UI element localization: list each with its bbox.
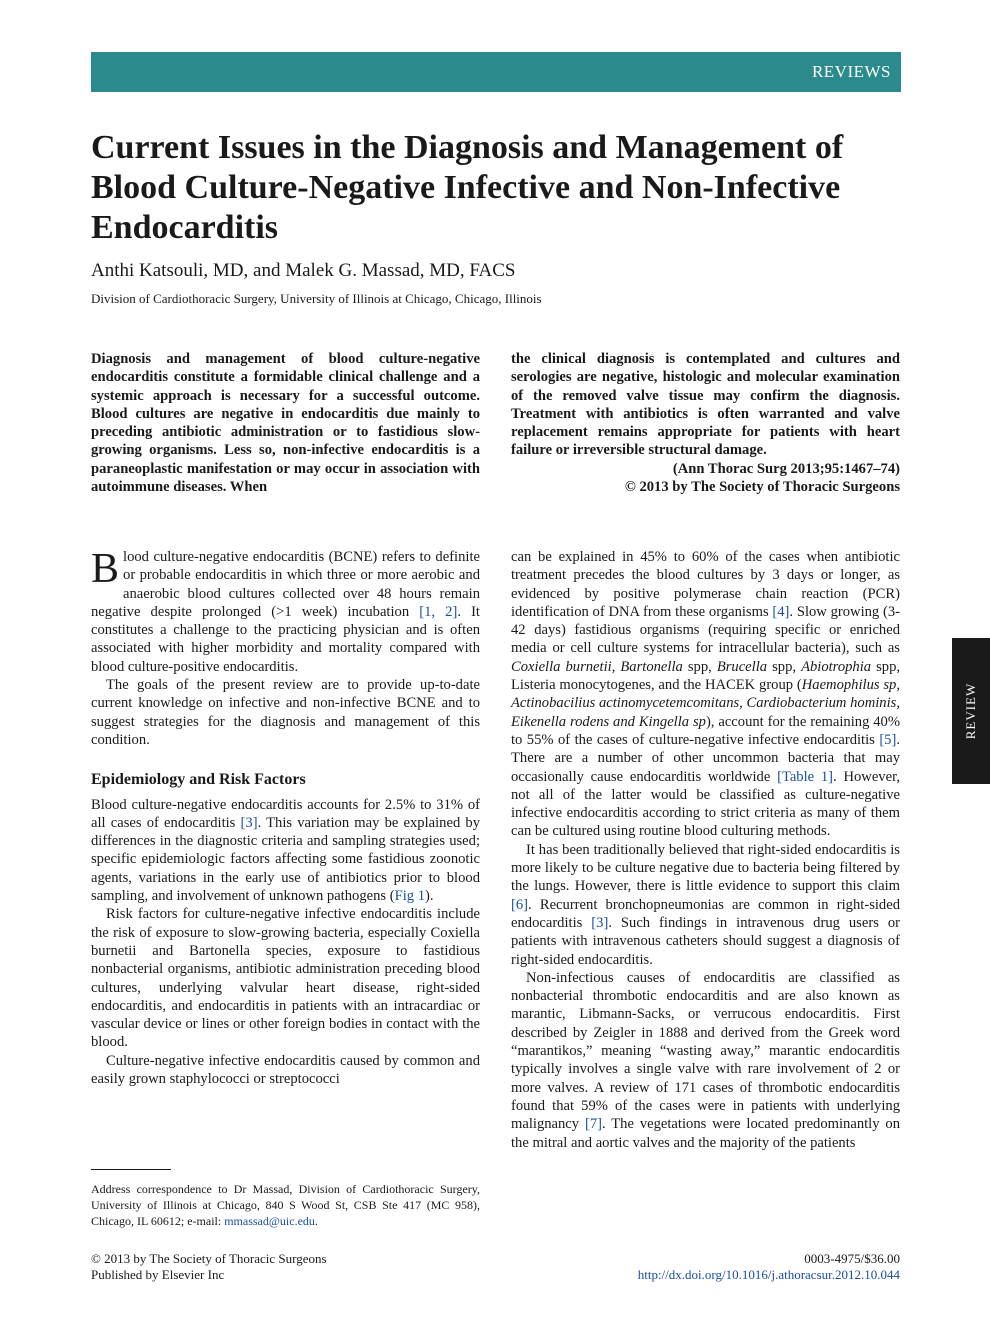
body-column-right: [511, 548, 900, 1152]
section-heading: Epidemiology and Risk Factors: [91, 771, 306, 789]
risk-factors-paragraph: Risk factors for culture-negative infective endocarditis include the risk of exposure to slow-growing bacteria, especially Coxiella burnetii and Bartonella species, exposure to fastidious nonbacterial organisms, antibiotic administration preceding blood cultures, underlying valvular heart disease, right-sided endocarditis, and endocarditis in patients with an intracardiac or vascular device or lines or other foreign bodies in contact with the blood.: [91, 906, 480, 1051]
footnote-text: Address correspondence to Dr Massad, Division of Cardiothoracic Surgery, University of Illinois at Chicago, 840 S Wood St, CSB Ste 417 (MC 958), Chicago, IL 60612; e-mail:: [91, 1182, 480, 1228]
right-sided-paragraph: [511, 841, 900, 969]
culture-negative-paragraph: Culture-negative infective endocarditis caused by common and easily grown staphylococci or streptococci: [91, 1052, 480, 1088]
section-label: REVIEWS: [811, 62, 891, 81]
abstract-text-left: Diagnosis and management of blood culture-negative endocarditis constitute a formidable clinical challenge and a systemic approach is necessary for a successful outcome. Blood cultures are negative in endocarditis due mainly to preceding antibiotic administration or to fastidious slow-growing organisms. Less so, non-infective endocarditis is a paraneoplastic manifestation or may occur in association with autoimmune diseases. When: [91, 351, 480, 496]
ref-link-1-2[interactable]: [1, 2]: [419, 603, 458, 620]
ref-link-6[interactable]: [6]: [511, 896, 529, 913]
table-1-link[interactable]: [Table 1]: [777, 768, 834, 785]
footer-copyright: © 2013 by The Society of Thoracic Surgeons: [91, 1251, 327, 1266]
intro-text-a: lood culture-negative endocarditis (BCNE) refers to definite or probable endocarditis in which three or more aerobic and anaerobic blood cultures collected over 48 hours remain negative despite prolonged (>1 week) incubation: [91, 549, 480, 620]
email-link[interactable]: mmassad@uic.edu: [224, 1214, 315, 1228]
footnote-divider: [91, 1169, 171, 1170]
footer-publisher: Published by Elsevier Inc: [91, 1267, 225, 1282]
footer-left: [91, 1251, 327, 1283]
doi-link[interactable]: http://dx.doi.org/10.1016/j.athoracsur.2012.10.044: [637, 1267, 900, 1282]
footnote-end: .: [314, 1214, 318, 1228]
organism-bartonella: Bartonella: [620, 658, 683, 675]
organism-brucella: Brucella: [716, 658, 768, 675]
ni-text-a: Non-infectious causes of endocarditis are classified as nonbacterial thrombotic endocarditis and are also known as marantic, Libmann-Sacks, or verrucous endocarditis. First described by Zeigler in 1888 and derived from the Greek word “marantikos,” meaning “wasting away,” marantic endocarditis typically involves a single valve with rare involvement of 2 or more valves. A review of 171 cases of thrombotic endocarditis found that 59% of the cases were in patients with underlying malignancy: [511, 969, 900, 1133]
body-column-left: [91, 548, 480, 1088]
fig-1-link[interactable]: Fig 1: [394, 888, 426, 905]
org-sep-3: spp,: [767, 658, 802, 675]
correspondence-footnote: [91, 1181, 480, 1229]
org-text-a: can be explained in 45% to 60% of the cases when antibiotic treatment precedes the blood cultures by 3 days or longer, as evidenced by positive polymerase chain reaction (PCR) identification of DNA from these organisms: [511, 549, 900, 620]
ref-link-7[interactable]: [7]: [584, 1116, 602, 1133]
goals-paragraph: The goals of the present review are to provide up-to-date current knowledge on infective and non-infective BCNE and to suggest strategies for the diagnosis and management of this condition.: [91, 677, 480, 748]
organism-hacek: Haemophilus sp, Actinobacilius actinomycetemcomitans, Cardiobacterium hominis, Eikenella rodens and Kingella sp: [511, 677, 900, 730]
org-sep-1: ,: [611, 658, 621, 675]
affiliation: Division of Cardiothoracic Surgery, University of Illinois at Chicago, Chicago, Illinois: [91, 291, 542, 306]
ni-text-b: . The vegetations were located predominantly on the mitral and aortic valves and the majority of the patients: [511, 1116, 901, 1151]
org-text-b: . Slow growing (3-42 days) fastidious organisms (requiring specific or enriched media or cell culture systems for intracellular bacteria), such as: [511, 603, 900, 657]
rs-text-c: . Such findings in intravenous drug users or patients with intravenous catheters should suggest a diagnosis of right-sided endocarditis.: [511, 914, 900, 968]
drop-cap: B: [91, 546, 120, 592]
rs-text-a: It has been traditionally believed that right-sided endocarditis is more likely to be culture negative due to bacteria being filtered by the lungs. However, there is little evidence to support this claim: [511, 841, 900, 895]
epidemiology-paragraph: [91, 796, 480, 906]
abstract-copyright: © 2013 by The Society of Thoracic Surgeons: [624, 479, 900, 496]
journal-citation: (Ann Thorac Surg 2013;95:1467–74): [672, 460, 900, 477]
organism-abiotrophia: Abiotrophia: [801, 658, 872, 675]
org-text-d: . There are a number of other uncommon bacteria that may occasionally cause endocarditis worldwide: [511, 731, 900, 785]
ref-link-3[interactable]: [3]: [240, 814, 258, 831]
intro-paragraph: [91, 548, 480, 676]
article-title: Current Issues in the Diagnosis and Management of Blood Culture-Negative Infective and Non-Infective Endocarditis: [91, 129, 844, 246]
intro-text-b: . It constitutes a challenge to the practicing physician and is often associated with higher morbidity and mortality compared with blood culture-positive endocarditis.: [91, 603, 480, 675]
non-infectious-paragraph: [511, 969, 900, 1152]
org-sep-2: spp,: [682, 658, 717, 675]
ref-link-4[interactable]: [4]: [772, 603, 790, 620]
side-tab: [952, 638, 990, 784]
abstract-left: [91, 350, 480, 496]
rs-text-b: . Recurrent bronchopneumonias are common in right-sided endocarditis: [511, 896, 900, 931]
abstract-right: [511, 350, 900, 496]
side-tab-label: REVIEW: [963, 682, 978, 740]
organisms-paragraph: [511, 548, 900, 841]
epi-text-a: Blood culture-negative endocarditis accounts for 2.5% to 31% of all cases of endocarditis: [91, 796, 480, 831]
org-sep-4: spp, Listeria monocytogenes, and the HACEK group (: [511, 658, 901, 694]
ref-link-3b[interactable]: [3]: [591, 914, 609, 931]
footer-right: [638, 1251, 900, 1283]
org-text-c: ), account for the remaining 40% to 55% of the cases of culture-negative infective endocarditis: [511, 713, 901, 748]
authors: Anthi Katsouli, MD, and Malek G. Massad, MD, FACS: [91, 260, 516, 281]
abstract-text-right: the clinical diagnosis is contemplated and cultures and serologies are negative, histologic and molecular examination of the removed valve tissue may confirm the diagnosis. Treatment with antibiotics is often warranted and valve replacement remains appropriate for patients with heart failure or irreversible structural damage.: [511, 351, 900, 459]
epi-text-b: . This variation may be explained by differences in the diagnostic criteria and sampling strategies used; specific epidemiologic factors affecting some fastidious zoonotic agents, variations in the early use of antibiotics prior to blood sampling, and involvement of unknown pathogens (: [91, 814, 481, 905]
organism-coxiella: Coxiella burnetii: [511, 658, 612, 675]
ref-link-5[interactable]: [5]: [879, 731, 897, 748]
epi-text-c: ).: [425, 888, 434, 905]
footer-issn: 0003-4975/$36.00: [804, 1251, 900, 1266]
section-banner: [91, 52, 901, 92]
org-text-e: . However, not all of the latter would be classified as culture-negative infective endocarditis according to strict criteria as many of them can be cultured using routine blood culturing methods.: [511, 768, 900, 840]
